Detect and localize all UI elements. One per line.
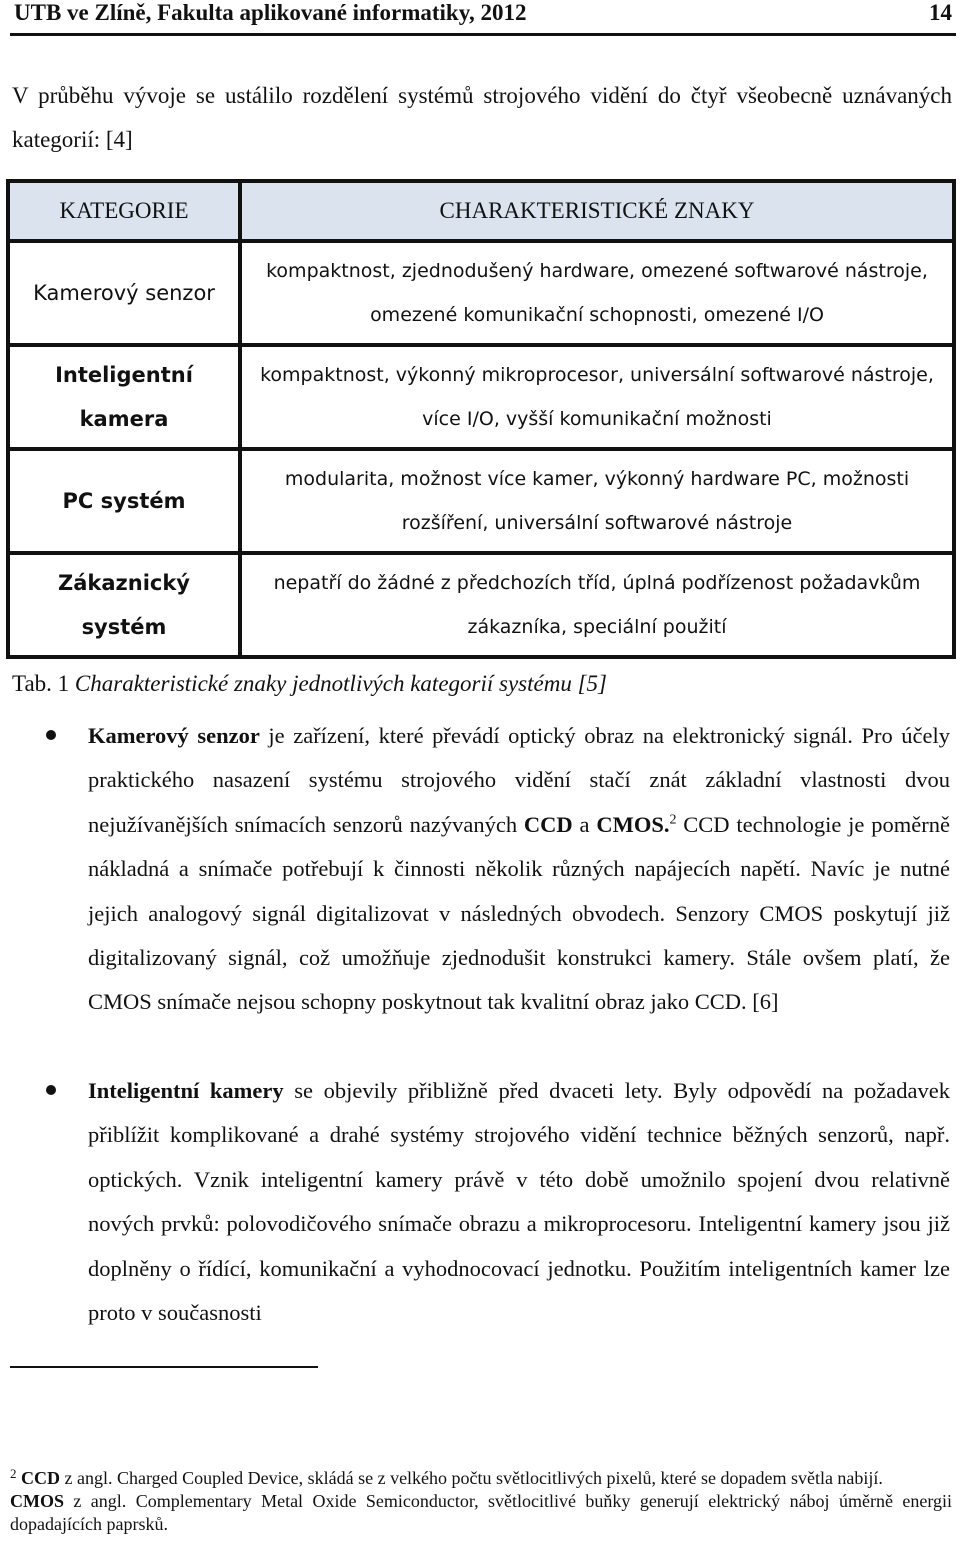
row-category: Inteligentní kamera	[8, 345, 240, 449]
header-category: KATEGORIE	[8, 181, 240, 241]
footnote-cmos	[10, 1490, 952, 1536]
footnote-number: 2	[10, 1466, 17, 1481]
footnote-ccd	[10, 1462, 952, 1490]
cmos-term: CMOS	[596, 811, 664, 837]
footnote	[10, 1462, 952, 1536]
table-caption	[12, 668, 607, 700]
intro-paragraph: V průběhu vývoje se ustálilo rozdělení systémů strojového vidění do čtyř všeobecně uznávaných kategorií: [4]	[12, 83, 952, 152]
bullet-term: Kamerový senzor	[88, 723, 260, 748]
table-row	[8, 449, 954, 553]
bullet-camera-sensor	[88, 714, 950, 1025]
table-header-row	[8, 181, 954, 241]
footnote-ccd-text: z angl. Charged Coupled Device, skládá se z velkého počtu světlocitlivých pixelů, které se dopadem světla nabijí.	[60, 1468, 883, 1488]
bullet-term: Inteligentní kamery	[88, 1078, 284, 1103]
caption-text: Charakteristické znaky jednotlivých kategorií systému [5]	[74, 671, 607, 696]
header-rule	[10, 33, 956, 36]
bullet-text: je zařízení, které převádí optický obraz na elektronický signál. Pro účely praktického nasazení systému strojového vidění stačí znát základní vlastnosti dvou nejužívanějších snímacích senzorů nazývaných	[88, 723, 950, 837]
ccd-term: CCD	[523, 811, 573, 837]
table-row	[8, 553, 954, 657]
bullet-smart-camera	[88, 1069, 950, 1335]
bullet-icon	[46, 1085, 56, 1095]
table-row	[8, 241, 954, 345]
header-characteristics: CHARAKTERISTICKÉ ZNAKY	[240, 181, 954, 241]
page-header	[14, 0, 952, 28]
row-characteristics: nepatří do žádné z předchozích tříd, úplná podřízenost požadavkům zákazníka, speciální použití	[240, 553, 954, 657]
footnote-ref: 2	[669, 812, 677, 828]
row-category: Kamerový senzor	[8, 241, 240, 345]
period: .	[663, 811, 670, 837]
row-characteristics: kompaktnost, výkonný mikroprocesor, universální softwarové nástroje, více I/O, vyšší komunikační možnosti	[240, 345, 954, 449]
bullet-text-continued: CCD technologie je poměrně nákladná a snímače potřebují k činnosti několik různých napájecích napětí. Navíc je nutné jejich analogový signál digitalizovat v následných obvodech. Senzory CMOS poskytují již digitalizovaný signál, což umožňuje zjednodušit konstrukci kamery. Stále ovšem platí, že CMOS snímače nejsou schopny poskytnout tak kvalitní obraz jako CCD. [6]	[88, 811, 950, 1015]
bullet-icon	[46, 730, 56, 740]
categories-table	[6, 179, 956, 659]
footnote-cmos-term: CMOS	[10, 1491, 64, 1511]
row-category: Zákaznický systém	[8, 553, 240, 657]
footnote-rule	[10, 1366, 318, 1368]
row-category: PC systém	[8, 449, 240, 553]
footnote-cmos-text: z angl. Complementary Metal Oxide Semiconductor, světlocitlivé buňky generují elektrický náboj úměrně energii dopadajících paprsků.	[10, 1491, 952, 1534]
row-characteristics: modularita, možnost více kamer, výkonný hardware PC, možnosti rozšíření, universální softwarové nástroje	[240, 449, 954, 553]
table-row	[8, 345, 954, 449]
conjunction: a	[572, 811, 597, 837]
footnote-ccd-term: CCD	[21, 1468, 60, 1488]
bullet-text: se objevily přibližně před dvaceti lety. Byly odpovědí na požadavek přiblížit komplikované a drahé systémy strojového vidění technice běžných senzorů, např. optických. Vznik inteligentní kamery právě v této době umožnilo spojení dvou relativně nových prvků: polovodičového snímače obrazu a mikroprocesoru. Inteligentní kamery jsou již doplněny o řídící, komunikační a vyhodnocovací jednotku. Použitím inteligentních kamer lze proto v současnosti	[88, 1078, 950, 1326]
page-number: 14	[929, 0, 952, 25]
caption-label: Tab. 1	[12, 671, 70, 696]
row-characteristics: kompaktnost, zjednodušený hardware, omezené softwarové nástroje, omezené komunikační schopnosti, omezené I/O	[240, 241, 954, 345]
header-title: UTB ve Zlíně, Fakulta aplikované informatiky, 2012	[14, 0, 527, 25]
